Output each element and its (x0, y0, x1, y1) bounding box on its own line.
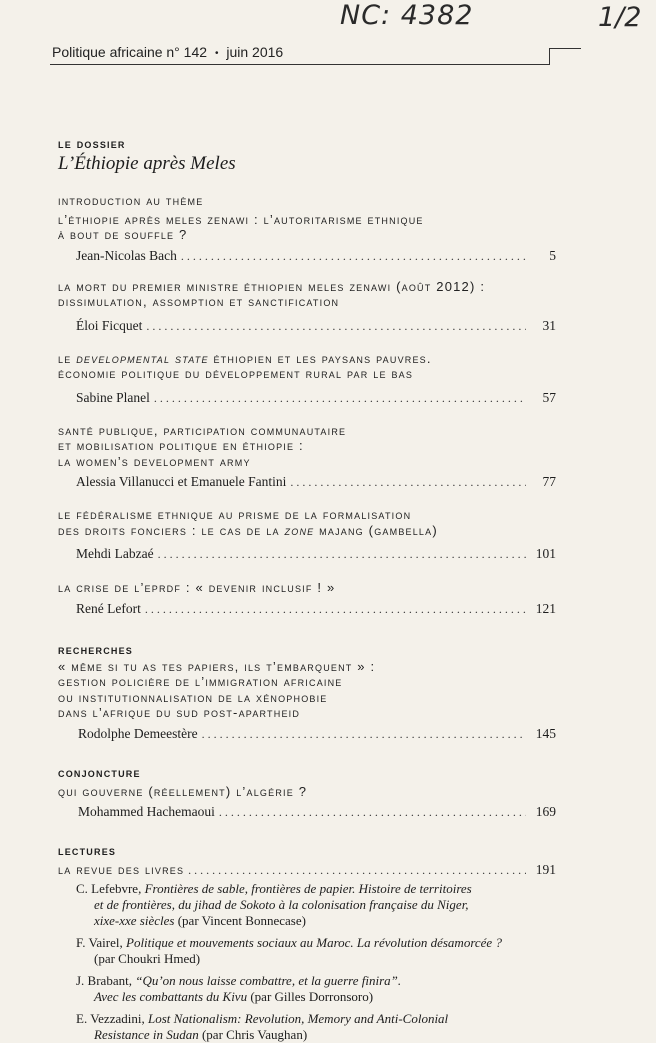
entry-title-line: ou institutionnalisation de la xénophobie (58, 689, 328, 705)
dossier-title: L’Éthiopie après Meles (58, 153, 236, 174)
toc-entry[interactable] (58, 507, 556, 563)
handwritten-reference: NC: 4382 (340, 0, 474, 31)
entry-title-line: économie politique du développement rural par le bas (58, 366, 414, 381)
entry-title-line: qui gouverne (réellement) l’algérie ? (58, 783, 308, 799)
leader-dots (188, 861, 526, 879)
review-title: et de frontières, du jihad de Sokoto à la colonisation française du Niger, (94, 897, 469, 912)
entry-page: 145 (535, 725, 556, 741)
title-text: majang (gambella) (314, 522, 438, 538)
entry-title-line: le fédéralisme ethnique au prisme de la formalisation (58, 507, 412, 522)
entry-author: Sabine Planel (76, 389, 150, 405)
book-review[interactable] (58, 935, 556, 967)
toc-entry[interactable] (58, 784, 556, 822)
leader-dots (158, 545, 526, 563)
leader-dots (145, 600, 526, 618)
section-label-recherches: recherches (58, 641, 134, 657)
entry-author: Mehdi Labzaé (76, 546, 154, 561)
toc-entry[interactable] (58, 423, 556, 492)
review-title: Frontières de sable, frontières de papier. Histoire de territoires (144, 881, 472, 896)
book-review[interactable] (58, 881, 556, 929)
entry-author: René Lefort (76, 600, 141, 616)
entry-title-line: la mort du premier ministre éthiopien meles zenawi (août 2012) : (58, 278, 486, 294)
leader-dots (146, 317, 526, 335)
review-reviewer: (par Choukri Hmed) (94, 951, 201, 966)
review-author: E. Vezzadini, (76, 1011, 148, 1026)
leader-dots (154, 389, 526, 407)
entry-page: 101 (535, 546, 556, 561)
entry-page: 77 (542, 474, 556, 489)
review-author: J. Brabant, (76, 973, 136, 988)
review-title: Politique et mouvements sociaux au Maroc. La révolution désamorcée ? (126, 935, 502, 950)
entry-page: 191 (535, 862, 556, 877)
entry-title-line (58, 523, 556, 539)
review-title: xixe-xxe siècles (94, 913, 175, 928)
title-italic: zone (284, 522, 315, 538)
journal-issue: Politique africaine n° 142 (52, 44, 208, 60)
review-title: Resistance in Sudan (94, 1027, 199, 1042)
entry-title-line (58, 351, 556, 367)
toc-entry[interactable] (58, 861, 556, 879)
title-text: éthiopien et les paysans pauvres. (208, 350, 432, 366)
leader-dots (290, 473, 526, 491)
review-author: F. Vairel, (76, 935, 126, 950)
separator-bullet: • (214, 48, 219, 59)
table-of-contents (58, 136, 556, 1043)
entry-title-line: dissimulation, assomption et sanctification (58, 294, 340, 309)
toc-entry[interactable] (58, 351, 556, 407)
toc-entry[interactable] (58, 580, 556, 618)
entry-page: 121 (535, 600, 556, 616)
entry-page: 57 (542, 389, 556, 405)
title-italic: developmental state (76, 350, 209, 366)
entry-title-line: dans l’afrique du sud post-apartheid (58, 705, 301, 720)
entry-title-line: l’éthiopie après meles zenawi : l’autoritarisme ethnique (58, 211, 424, 227)
entry-title-line: et mobilisation politique en éthiopie : (58, 438, 304, 453)
entry-title-line: la women’s development army (58, 453, 251, 469)
book-review[interactable] (58, 973, 556, 1005)
running-head (52, 44, 283, 60)
intro-label: introduction au thème (58, 193, 204, 208)
book-review[interactable] (58, 1011, 556, 1043)
header-rule-corner (549, 48, 550, 65)
review-title: “Qu’on nous laisse combattre, et la guerre finira”. (135, 973, 402, 988)
review-author: C. Lefebvre, (76, 881, 145, 896)
review-title: Avec les combattants du Kivu (94, 989, 248, 1004)
entry-title-line: « même si tu as tes papiers, ils t’embarquent » : (58, 658, 376, 674)
title-text: des droits fonciers : le cas de la (58, 522, 285, 538)
section-label-dossier: le dossier (58, 136, 126, 151)
entry-author: Alessia Villanucci et Emanuele Fantini (76, 474, 287, 489)
leader-dots (219, 803, 526, 821)
review-reviewer: (par Vincent Bonnecase) (174, 913, 306, 928)
entry-title-line: gestion policière de l’immigration africaine (58, 674, 343, 689)
entry-author: Jean-Nicolas Bach (76, 247, 177, 263)
review-title: Lost Nationalism: Revolution, Memory and Anti-Colonial (147, 1011, 449, 1026)
header-rule (50, 64, 550, 65)
entry-page: 5 (549, 247, 556, 263)
entry-page: 169 (535, 804, 556, 819)
toc-entry[interactable] (58, 279, 556, 335)
entry-author: Rodolphe Demeestère (78, 725, 198, 741)
leader-dots (181, 247, 526, 265)
leader-dots (202, 725, 526, 743)
toc-entry[interactable] (58, 659, 556, 743)
entry-author: Éloi Ficquet (76, 317, 143, 333)
entry-author: Mohammed Hachemaoui (78, 804, 215, 819)
title-text: le (58, 350, 77, 366)
entry-title-line: à bout de souffle ? (58, 227, 188, 242)
handwritten-page-number: 1/2 (598, 2, 642, 33)
section-label-lectures: lectures (58, 843, 117, 858)
header-rule-tick (549, 48, 581, 49)
review-reviewer: (par Chris Vaughan) (198, 1027, 308, 1042)
section-label-conjoncture: conjoncture (58, 764, 141, 780)
entry-page: 31 (542, 317, 556, 333)
issue-date: juin 2016 (226, 44, 284, 60)
entry-title-line: santé publique, participation communautaire (58, 422, 347, 438)
review-reviewer: (par Gilles Dorronsoro) (247, 989, 374, 1004)
entry-title-line: la crise de l’eprdf : « devenir inclusif ! » (58, 580, 336, 595)
toc-entry[interactable] (58, 212, 556, 265)
review-heading: la revue des livres (58, 862, 185, 877)
